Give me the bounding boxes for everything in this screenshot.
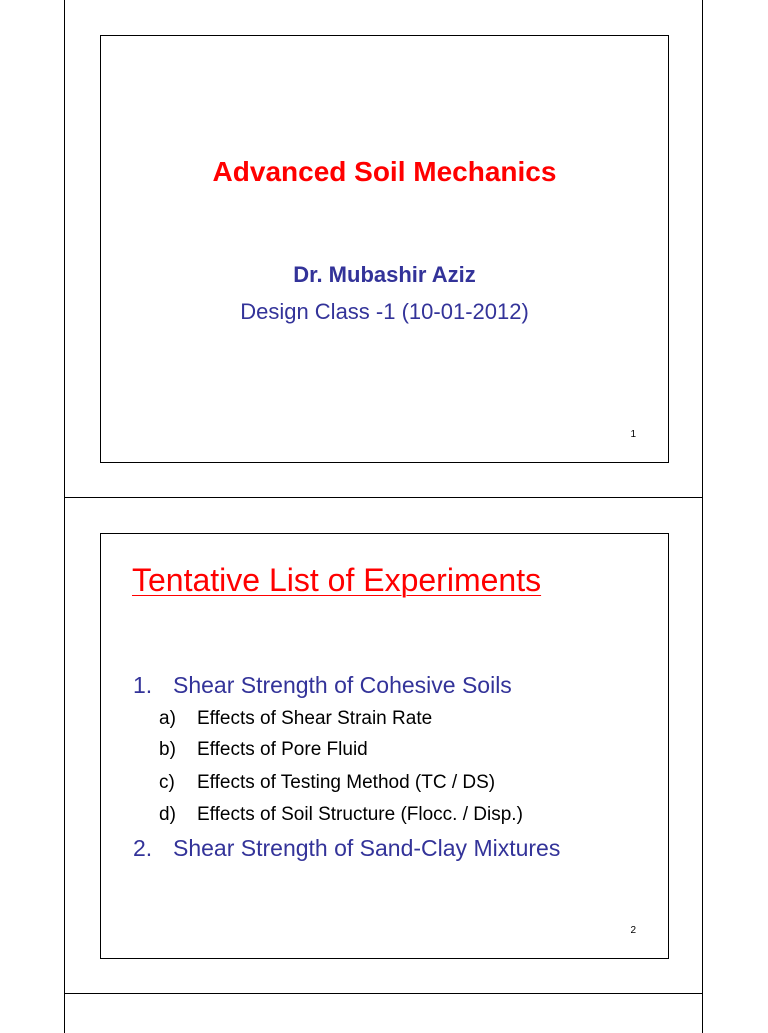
sub-list-item [159,708,432,730]
sub-list-item [159,804,523,826]
list-item-text: Shear Strength of Cohesive Soils [173,672,512,698]
sub-list-letter: d) [159,804,176,825]
sub-list-text: Effects of Pore Fluid [197,739,368,760]
sub-list-letter: c) [159,772,175,793]
slide-2 [100,533,669,959]
sub-list-text: Effects of Testing Method (TC / DS) [197,772,496,793]
slide-subtitle: Design Class -1 (10-01-2012) [240,299,529,324]
list-item-number: 1. [133,672,153,698]
sub-list-text: Effects of Shear Strain Rate [197,708,433,729]
sub-list-text: Effects of Soil Structure (Flocc. / Disp.) [197,804,523,825]
list-item-text: Shear Strength of Sand-Clay Mixtures [173,835,561,861]
sub-list-item [159,739,368,761]
slide-page-number: 1 [630,429,636,440]
handout-cell-2 [64,497,703,994]
slide-title: Tentative List of Experiments [132,562,542,598]
list-item [133,672,512,699]
handout-cell-3 [64,993,703,1033]
sub-list-item [159,772,495,794]
slide-title: Advanced Soil Mechanics [212,156,557,187]
list-item [133,835,560,862]
sub-list-letter: a) [159,708,176,729]
author-name: Dr. Mubashir Aziz [293,262,476,287]
slide-page-number: 2 [630,925,636,936]
list-item-number: 2. [133,835,153,861]
slide-1 [100,35,669,463]
handout-cell-1 [64,0,703,498]
sub-list-letter: b) [159,739,176,760]
